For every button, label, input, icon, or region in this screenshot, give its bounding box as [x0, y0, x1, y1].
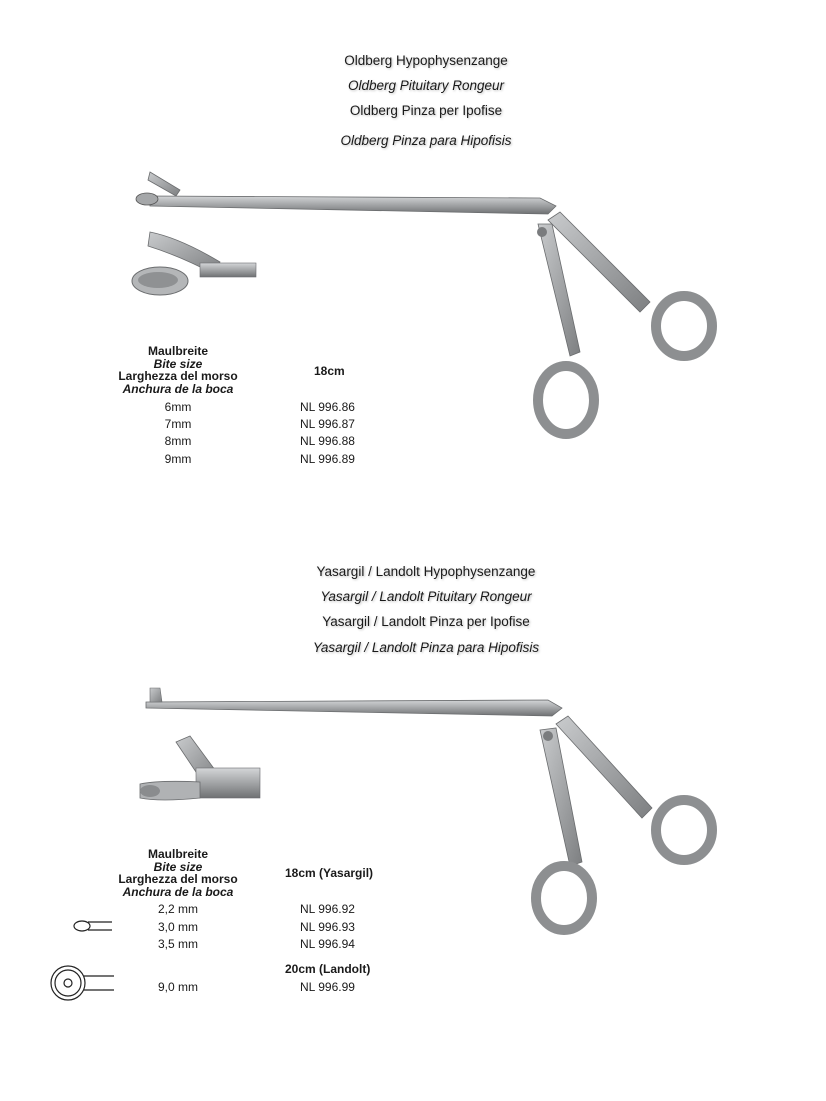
- table-row-code: NL 996.86: [300, 400, 355, 414]
- yasargil-tip-detail-image: [140, 736, 260, 800]
- section1-bite-size-header: [98, 345, 258, 395]
- table-row-size: 7mm: [164, 417, 192, 431]
- header-es: Anchura de la boca: [122, 884, 234, 899]
- table-row-code: NL 996.94: [300, 937, 355, 951]
- table-row-size: 9,0 mm: [157, 980, 198, 994]
- header-en: Bite size: [153, 859, 203, 874]
- section1-title-de: Oldberg Hypophysenzange: [344, 53, 508, 68]
- table-row-size: 3,5 mm: [157, 937, 198, 951]
- section2-bite-size-header: [98, 848, 258, 898]
- section2-title-it: Yasargil / Landolt Pinza per Ipofise: [322, 614, 530, 629]
- small-jaw-icon: [74, 921, 112, 931]
- header-it: Larghezza del morso: [118, 369, 238, 383]
- header-en: Bite size: [153, 356, 203, 371]
- table-row-code: NL 996.89: [300, 452, 355, 466]
- table-row-code: NL 996.87: [300, 417, 355, 431]
- section2-length-label-yasargil: 18cm (Yasargil): [285, 866, 374, 880]
- header-es: Anchura de la boca: [122, 381, 234, 396]
- table-row-code: NL 996.93: [300, 920, 355, 934]
- section1-title-it: Oldberg Pinza per Ipofise: [349, 103, 503, 118]
- table-row-size: 6mm: [164, 400, 192, 414]
- table-row-size: 2,2 mm: [157, 902, 198, 916]
- section2-title-de: Yasargil / Landolt Hypophysenzange: [316, 564, 536, 579]
- large-ring-jaw-icon: [51, 966, 114, 1000]
- section2-title-es: Yasargil / Landolt Pinza para Hipofisis: [312, 640, 540, 655]
- header-it: Larghezza del morso: [118, 872, 238, 886]
- table-row-size: 3,0 mm: [157, 920, 198, 934]
- table-row-code: NL 996.92: [300, 902, 355, 916]
- section2-length-label-landolt: 20cm (Landolt): [285, 962, 371, 976]
- table-row-size: 9mm: [164, 452, 192, 466]
- oldberg-tip-detail-image: [132, 232, 256, 295]
- header-de: Maulbreite: [147, 344, 208, 358]
- section1-length-label: 18cm: [314, 364, 345, 378]
- section2-title-en: Yasargil / Landolt Pituitary Rongeur: [320, 589, 532, 604]
- header-de: Maulbreite: [147, 847, 208, 861]
- section1-title-es: Oldberg Pinza para Hipofisis: [340, 133, 512, 148]
- table-row-size: 8mm: [164, 434, 192, 448]
- table-row-code: NL 996.99: [300, 980, 355, 994]
- section1-title-en: Oldberg Pituitary Rongeur: [347, 78, 505, 93]
- table-row-code: NL 996.88: [300, 434, 355, 448]
